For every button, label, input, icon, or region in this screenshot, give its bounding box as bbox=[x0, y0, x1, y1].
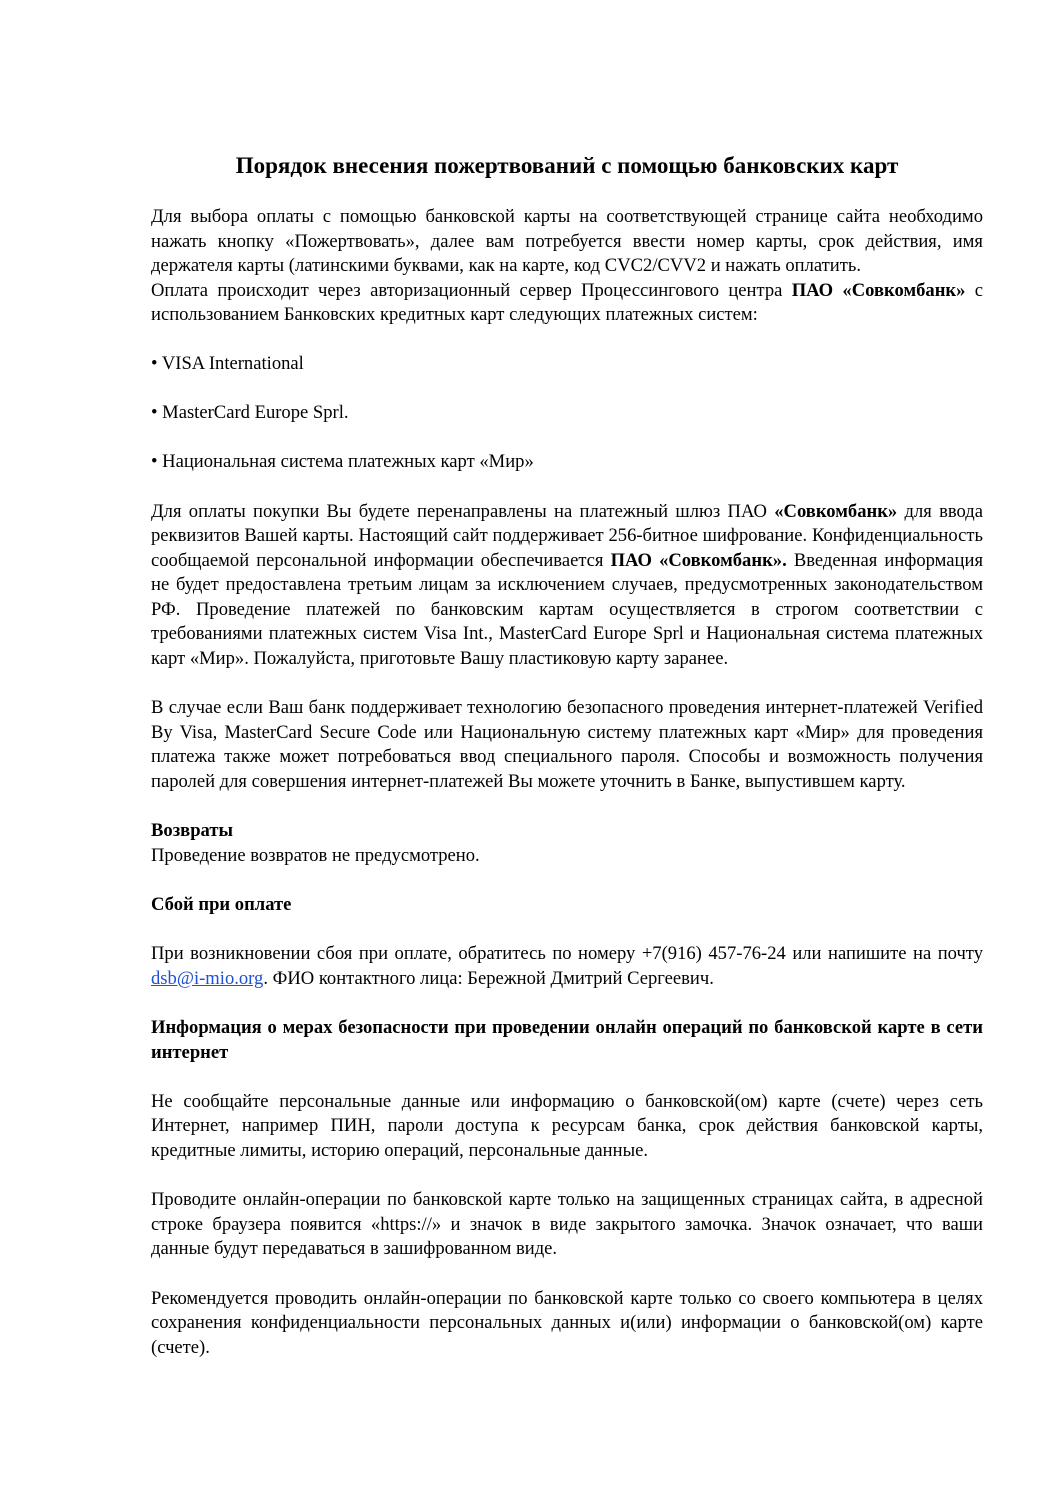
contact-email-link[interactable]: dsb@i-mio.org bbox=[151, 967, 264, 989]
bank-name-bold: ПАО «Совкомбанк» bbox=[791, 279, 966, 301]
intro-text-2: Оплата происходит через авторизационный сервер Процессингового центра bbox=[151, 279, 792, 301]
failure-paragraph bbox=[151, 942, 983, 991]
returns-text: Проведение возвратов не предусмотрено. bbox=[151, 844, 480, 866]
failure-heading: Сбой при оплате bbox=[151, 894, 292, 916]
security-heading: Информация о мерах безопасности при проведении онлайн операций по банковской карте в сети интернет bbox=[151, 1016, 983, 1063]
payment-system-item: • Национальная система платежных карт «Мир» bbox=[151, 451, 534, 473]
intro-paragraph bbox=[151, 205, 983, 279]
security-paragraph-3: Рекомендуется проводить онлайн-операции по банковской карте только со своего компьютера в целях сохранения конфиденциальности персональных данных и(или) информации о банковской(ом) карте (счете). bbox=[151, 1287, 983, 1358]
document-body bbox=[151, 205, 983, 1360]
redirect-paragraph bbox=[151, 500, 983, 672]
intro-paragraph-2 bbox=[151, 279, 983, 328]
failure-text-1: При возникновении сбоя при оплате, обратитесь по номеру +7(916) 457-76-24 или напишите на почту bbox=[151, 943, 983, 965]
document-title: Порядок внесения пожертвований с помощью банковских карт bbox=[235, 153, 899, 178]
security-paragraph-1: Не сообщайте персональные данные или информацию о банковской(ом) карте (счете) через сеть Интернет, например ПИН, пароли доступа к ресурсам банка, срок действия банковской карты, кредитные лимиты, историю операций, персональные данные. bbox=[151, 1090, 983, 1161]
bank-name-bold: «Совкомбанк» bbox=[774, 500, 898, 522]
bank-name-bold: ПАО «Совкомбанк». bbox=[610, 549, 787, 571]
returns-heading: Возвраты bbox=[151, 820, 234, 842]
redirect-text-3: Введенная информация не будет предоставлена третьим лицам за исключением случаев, предусмотренных законодательством РФ. Проведение платежей по банковским картам осуществляется в строгом соответствии с требованиями платежных систем Visa Int., MasterCard Europe Sprl и Национальная система платежных карт «Мир». Пожалуйста, приготовьте Вашу пластиковую карту заранее. bbox=[151, 549, 984, 670]
payment-system-item: • MasterCard Europe Sprl. bbox=[151, 402, 349, 424]
secure-3ds-paragraph: В случае если Ваш банк поддерживает технологию безопасного проведения интернет-платежей Verified By Visa, MasterCard Secure Code или Национальную систему платежных карт «Мир» для проведения платежа также может потребоваться ввод специального пароля. Способы и возможность получения паролей для совершения интернет-платежей Вы можете уточнить в Банке, выпустившем карту. bbox=[151, 697, 983, 793]
payment-system-item: • VISA International bbox=[151, 353, 304, 375]
security-paragraph-2: Проводите онлайн-операции по банковской карте только на защищенных страницах сайта, в адресной строке браузера появится «https://» и значок в виде закрытого замочка. Значок означает, что ваши данные будут передаваться в зашифрованном виде. bbox=[151, 1189, 983, 1260]
redirect-text-2: для ввода реквизитов Вашей карты. Настоящий сайт поддерживает 256-битное шифрование. Конфиденциальность сообщаемой персональной информации обеспечивается bbox=[151, 500, 984, 571]
intro-text-1: Для выбора оплаты с помощью банковской карты на соответствующей странице сайта необходимо нажать кнопку «Пожертвовать», далее вам потребуется ввести номер карты, срок действия, имя держателя карты (латинскими буквами, как на карте, код CVC2/CVV2 и нажать оплатить. bbox=[151, 206, 983, 277]
redirect-text-1: Для оплаты покупки Вы будете перенаправлены на платежный шлюз ПАО bbox=[151, 500, 775, 522]
intro-text-3: с использованием Банковских кредитных карт следующих платежных систем: bbox=[151, 279, 983, 326]
failure-text-2: . ФИО контактного лица: Бережной Дмитрий Сергеевич. bbox=[263, 967, 714, 989]
